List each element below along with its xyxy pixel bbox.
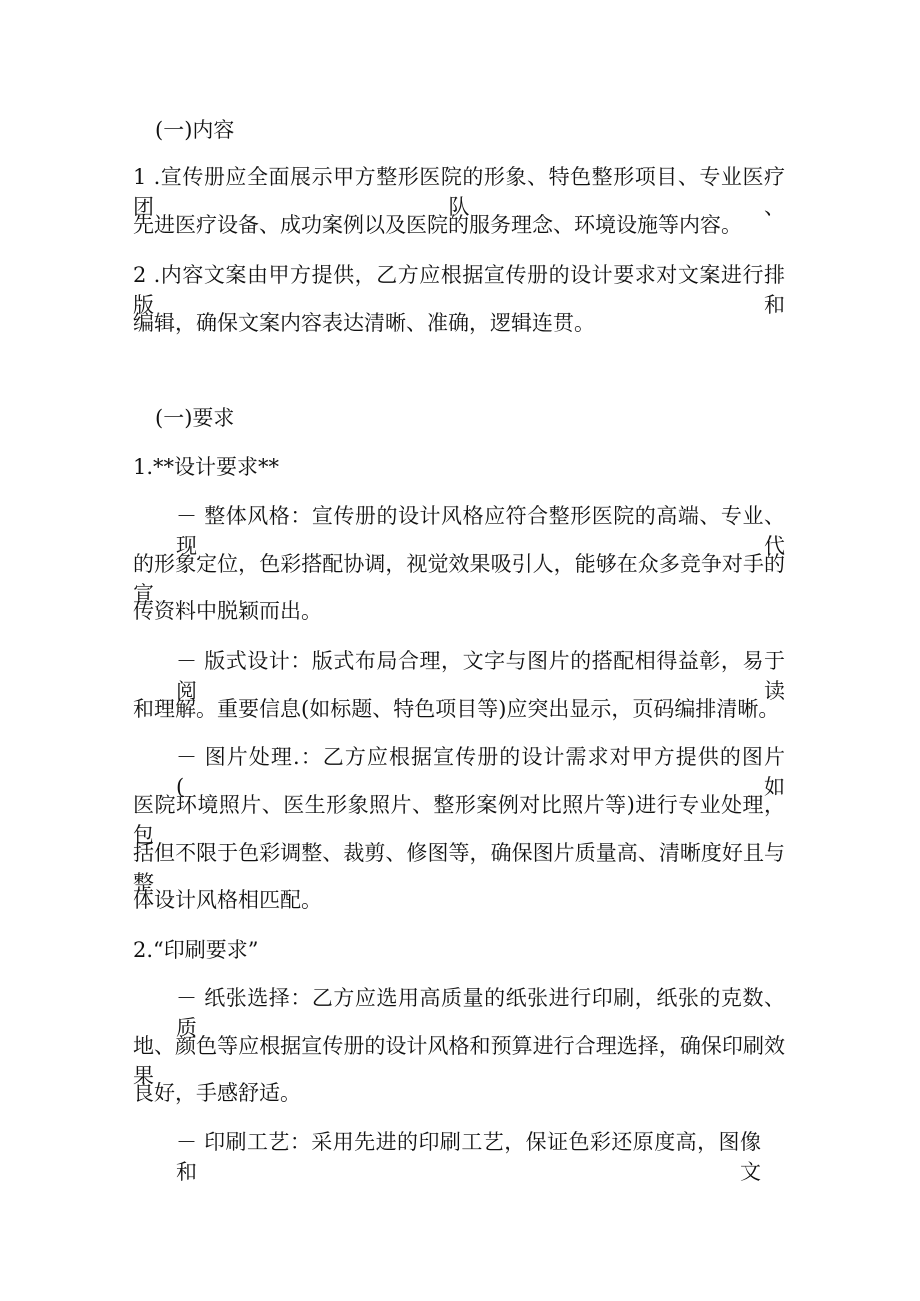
printing-paper-line-3: 良好，手感舒适。 — [133, 1081, 301, 1105]
content-item-2-line-2: 编辑，确保文案内容表达清晰、准确，逻辑连贯。 — [133, 311, 595, 335]
section-heading-requirements: (一)要求 — [155, 406, 235, 430]
design-style-line-2: 的形象定位，色彩搭配协调，视觉效果吸引人，能够在众多竞争对手的宣 — [133, 552, 785, 606]
design-image-line-1: － 图片处理.：乙方应根据宣传册的设计需求对甲方提供的图片(如 — [176, 745, 785, 799]
design-image-line-4: 体设计风格相匹配。 — [133, 888, 322, 912]
section-heading-content: (一)内容 — [155, 118, 235, 142]
design-layout-line-2: 和理解。重要信息(如标题、特色项目等)应突出显示，页码编排清晰。 — [133, 697, 780, 721]
design-style-line-1: － 整体风格：宣传册的设计风格应符合整形医院的高端、专业、现代 — [176, 504, 785, 558]
design-style-line-3: 传资料中脱颖而出。 — [133, 599, 322, 623]
design-requirements-title: 1.**设计要求** — [133, 455, 280, 479]
content-item-1-line-2: 先进医疗设备、成功案例以及医院的服务理念、环境设施等内容。 — [133, 213, 742, 237]
design-image-line-2: 医院环境照片、医生形象照片、整形案例对比照片等)进行专业处理，包 — [133, 793, 785, 847]
printing-paper-line-1: － 纸张选择：乙方应选用高质量的纸张进行印刷，纸张的克数、质 — [176, 986, 785, 1040]
content-item-1-line-1: 1 .宣传册应全面展示甲方整形医院的形象、特色整形项目、专业医疗团队、 — [133, 165, 785, 219]
printing-paper-line-2: 地、颜色等应根据宣传册的设计风格和预算进行合理选择，确保印刷效果 — [133, 1034, 785, 1088]
printing-requirements-title: 2.“印刷要求” — [133, 938, 259, 962]
content-item-2-line-1: 2 .内容文案由甲方提供，乙方应根据宣传册的设计要求对文案进行排版和 — [133, 263, 785, 317]
design-layout-line-1: － 版式设计：版式布局合理，文字与图片的搭配相得益彰，易于阅读 — [176, 649, 785, 703]
design-image-line-3: 括但不限于色彩调整、裁剪、修图等，确保图片质量高、清晰度好且与整 — [133, 841, 785, 895]
printing-craft-line-1: － 印刷工艺：采用先进的印刷工艺，保证色彩还原度高，图像和文 — [176, 1130, 761, 1184]
